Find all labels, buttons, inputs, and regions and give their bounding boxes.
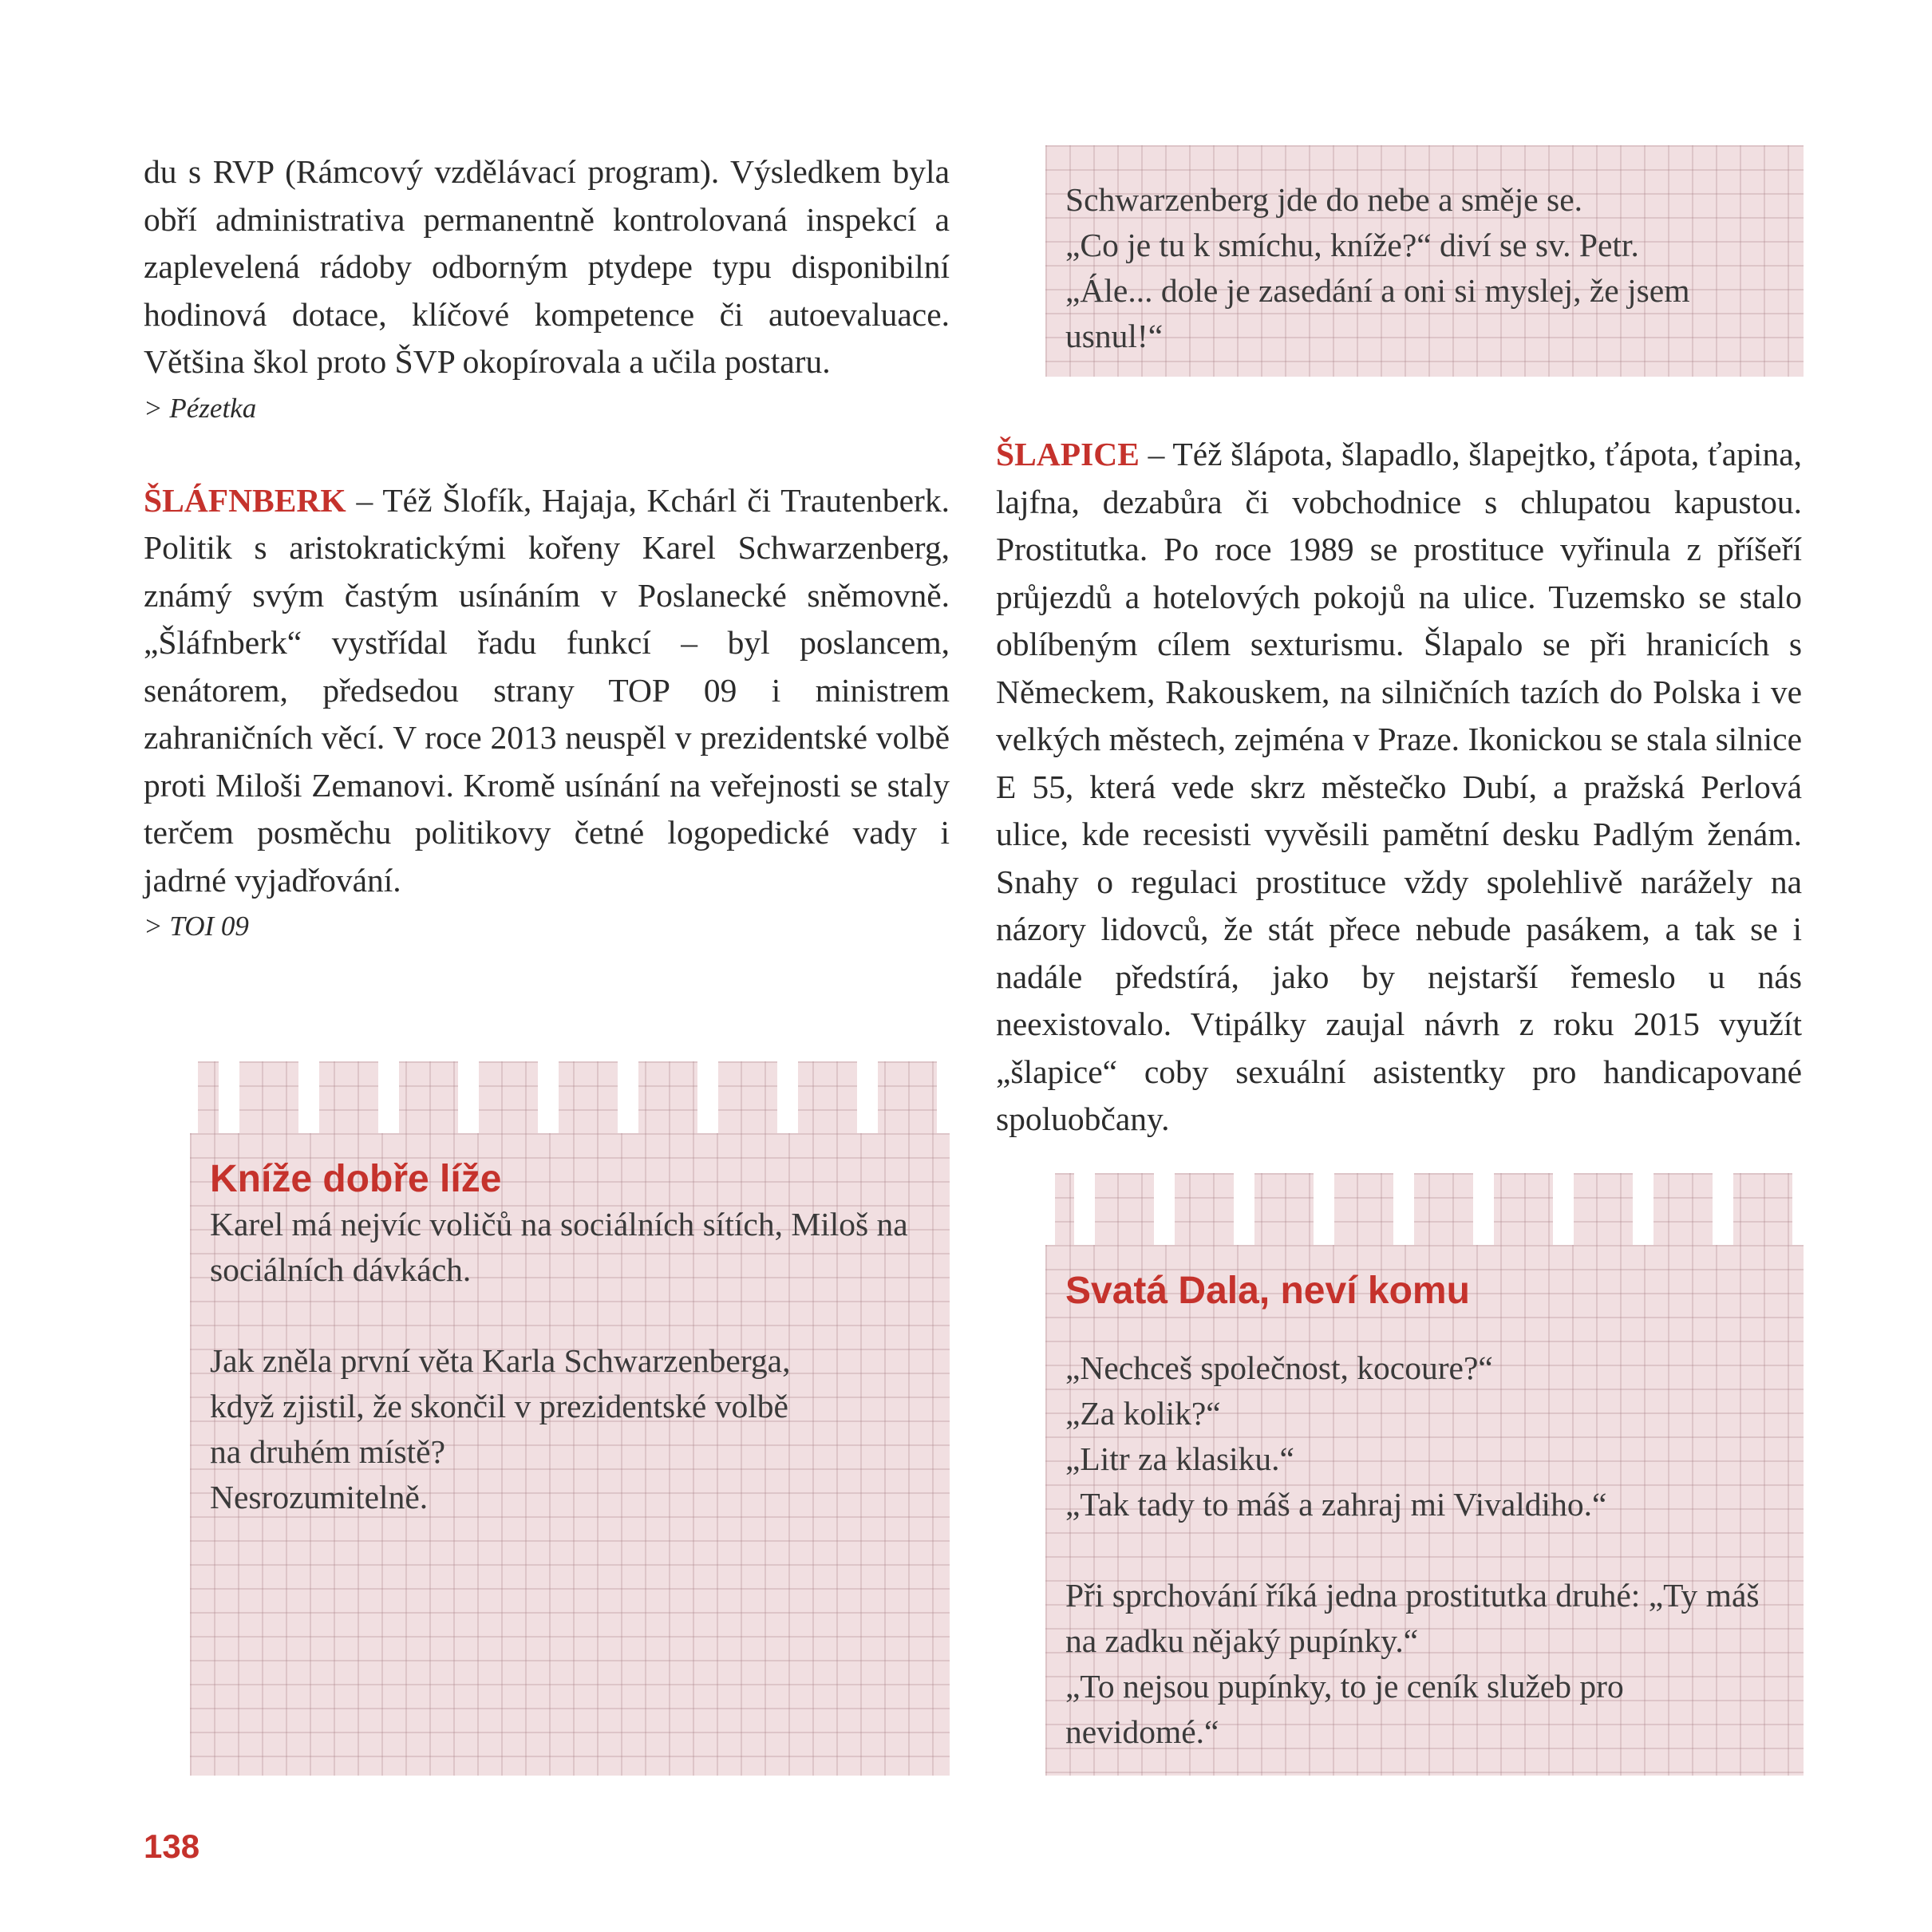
box-top-line-2: „Co je tu k smíchu, kníže?“ diví se sv. Petr. bbox=[1065, 227, 1639, 263]
left-column bbox=[144, 148, 950, 949]
entry-text-slapice: – Též šlápota, šlapadlo, šlapejtko, ťápota, ťapina, lajfna, dezabůra či vobchodnice s chlupatou kapustou. Prostitutka. Po roce 1989 se prostituce vyřinula z příšeří průjezdů a hotelových pokojů na ulice. Tuzemsko se stalo oblíbeným cílem sexturismu. Šlapalo se při hranicích s Německem, Rakouskem, na silničních tazích do Polska i ve velkých městech, zejména v Praze. Ikonickou se stala silnice E 55, která vede skrz městečko Dubí, a pražská Perlová ulice, kde recesisti vyvěsili pamětní desku Padlým ženám. Snahy o regulaci prostituce vždy spolehlivě narážely na názory lidovců, že stát přece nebude pasákem, a tak se i nadále předstírá, jako by nejstarší řemeslo u nás neexistovalo. Vtipálky zaujal návrh z roku 2015 využít „šlapice“ coby sexuální asistentky pro handicapované spoluobčany. bbox=[996, 436, 1802, 1137]
box-right-joke-2-line-1: Při sprchování říká jedna prostitutka druhé: „Ty máš na zadku nějaký pupínky.“ bbox=[1065, 1577, 1760, 1659]
entry-slapice bbox=[996, 431, 1802, 1144]
joke-box-right bbox=[1045, 1173, 1804, 1776]
box-right-title: Svatá Dala, neví komu bbox=[1065, 1270, 1470, 1312]
box-left-title: Kníže dobře líže bbox=[210, 1158, 502, 1200]
intro-reference: > Pézetka bbox=[144, 392, 257, 424]
entry-term-slafnberk: ŠLÁFNBERK bbox=[144, 481, 346, 519]
right-column bbox=[996, 431, 1802, 1144]
box-left-joke-2-line-4: Nesrozumitelně. bbox=[210, 1479, 429, 1515]
box-right-joke-1-line-3: „Litr za klasiku.“ bbox=[1065, 1440, 1294, 1477]
intro-paragraph: du s RVP (Rámcový vzdělávací program). Výsledkem byla obří administrativa permanentně kontrolovaná inspekcí a zaplevelená rádoby odborným ptydepe typu disponibilní hodinová dotace, klíčové kompetence či autoevaluace. Většina škol proto ŠVP okopírovala a učila postaru. bbox=[144, 153, 950, 380]
box-left-joke-2-line-2: když zjistil, že skončil v prezidentské volbě bbox=[210, 1388, 788, 1424]
joke-box-left bbox=[190, 1061, 950, 1776]
entry-slafnberk bbox=[144, 477, 950, 905]
box-top-line-3: „Ále... dole je zasedání a oni si myslej, že jsem usnul!“ bbox=[1065, 272, 1690, 354]
box-right-joke-1-line-1: „Nechceš společnost, kocoure?“ bbox=[1065, 1349, 1493, 1386]
entry-reference-slafnberk: > TOI 09 bbox=[144, 911, 249, 942]
box-left-joke-2-line-1: Jak zněla první věta Karla Schwarzenberga, bbox=[210, 1342, 791, 1379]
box-right-joke-1-line-2: „Za kolik?“ bbox=[1065, 1395, 1221, 1432]
torn-edge bbox=[1045, 1173, 1804, 1245]
box-left-joke-2-line-3: na druhém místě? bbox=[210, 1433, 446, 1470]
box-right-joke-2-line-2: „To nejsou pupínky, to je ceník služeb pro nevidomé.“ bbox=[1065, 1668, 1624, 1750]
entry-term-slapice: ŠLAPICE bbox=[996, 436, 1140, 472]
box-top-line-1: Schwarzenberg jde do nebe a směje se. bbox=[1065, 181, 1582, 218]
box-left-joke-1: Karel má nejvíc voličů na sociálních sítích, Miloš na sociálních dávkách. bbox=[210, 1206, 908, 1288]
entry-text-slafnberk: – Též Šlofík, Hajaja, Kchárl či Trautenberk. Politik s aristokratickými kořeny Karel Schwarzenberg, známý svým častým usínáním v Poslanecké sněmovně. „Šláfnberk“ vystřídal řadu funkcí – byl poslancem, senátorem, předsedou strany TOP 09 i ministrem zahraničních věcí. V roce 2013 neuspěl v prezidentské volbě proti Miloši Zemanovi. Kromě usínání na veřejnosti se staly terčem posměchu politikovy četné logopedické vady i jadrné vyjadřování. bbox=[144, 481, 950, 899]
joke-box-top bbox=[1045, 145, 1804, 377]
box-right-joke-1-line-4: „Tak tady to máš a zahraj mi Vivaldiho.“ bbox=[1065, 1486, 1607, 1523]
page-number: 138 bbox=[144, 1827, 200, 1865]
torn-edge bbox=[190, 1061, 950, 1133]
